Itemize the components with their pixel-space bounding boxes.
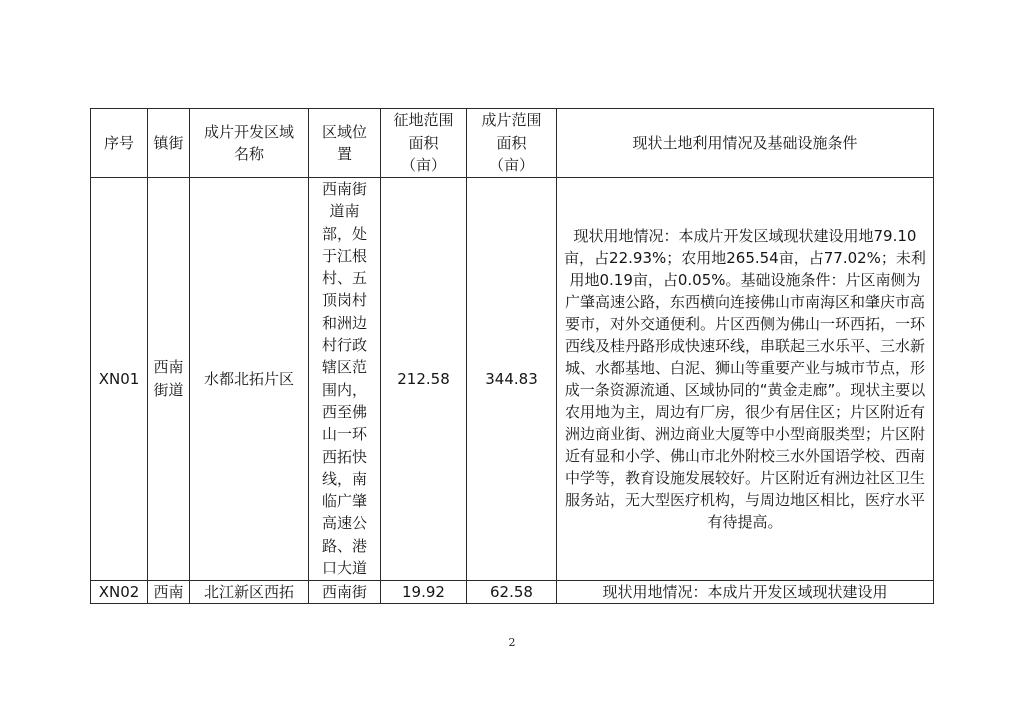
cell-description: 现状用地情况：本成片开发区域现状建设用地79.10亩，占22.93%；农用地265.54亩，占77.02%；未利用地0.19亩，占0.05%。基础设施条件：片区南侧为广肇高速公路，东西横向连接佛山市南海区和肇庆市高要市，对外交通便利。片区西侧为佛山一环西拓，一环西线及桂丹路形成快速环线，串联起三水乐平、三水新城、水都基地、白泥、狮山等重要产业与城市节点，形成一条资源流通、区域协同的“黄金走廊”。现状主要以农用地为主，周边有厂房，很少有居住区；片区附近有洲边商业街、洲边商业大厦等中小型商服类型；片区附近有显和小学、佛山市北外附校三水外国语学校、西南中学等，教育设施发展较好。片区附近有洲边社区卫生服务站，无大型医疗机构，与周边地区相比，医疗水平有待提高。 <box>557 178 934 581</box>
cell-town: 西南 <box>148 580 190 604</box>
land-development-table <box>90 108 934 604</box>
cell-acquisition-area: 212.58 <box>381 178 467 581</box>
cell-development-area: 62.58 <box>467 580 557 604</box>
cell-town: 西南街道 <box>148 178 190 581</box>
header-cell-serial: 序号 <box>91 109 148 178</box>
cell-location: 西南街 <box>309 580 381 604</box>
cell-description: 现状用地情况：本成片开发区域现状建设用 <box>557 580 934 604</box>
header-cell-description: 现状土地利用情况及基础设施条件 <box>557 109 934 178</box>
table-header-row <box>91 109 934 178</box>
cell-area-name: 水都北拓片区 <box>190 178 309 581</box>
header-cell-location: 区域位置 <box>309 109 381 178</box>
cell-serial: XN02 <box>91 580 148 604</box>
header-cell-town: 镇街 <box>148 109 190 178</box>
table-row <box>91 580 934 604</box>
table-row <box>91 178 934 581</box>
header-cell-development-area: 成片范围面积（亩） <box>467 109 557 178</box>
header-cell-area-name: 成片开发区域名称 <box>190 109 309 178</box>
cell-location: 西南街道南部，处于江根村、五顶岗村和洲边村行政辖区范围内，西至佛山一环西拓快线，南临广肇高速公路、港口大道 <box>309 178 381 581</box>
cell-serial: XN01 <box>91 178 148 581</box>
header-cell-acquisition-area: 征地范围面积（亩） <box>381 109 467 178</box>
cell-acquisition-area: 19.92 <box>381 580 467 604</box>
page-number: 2 <box>508 636 516 649</box>
cell-area-name: 北江新区西拓 <box>190 580 309 604</box>
cell-development-area: 344.83 <box>467 178 557 581</box>
